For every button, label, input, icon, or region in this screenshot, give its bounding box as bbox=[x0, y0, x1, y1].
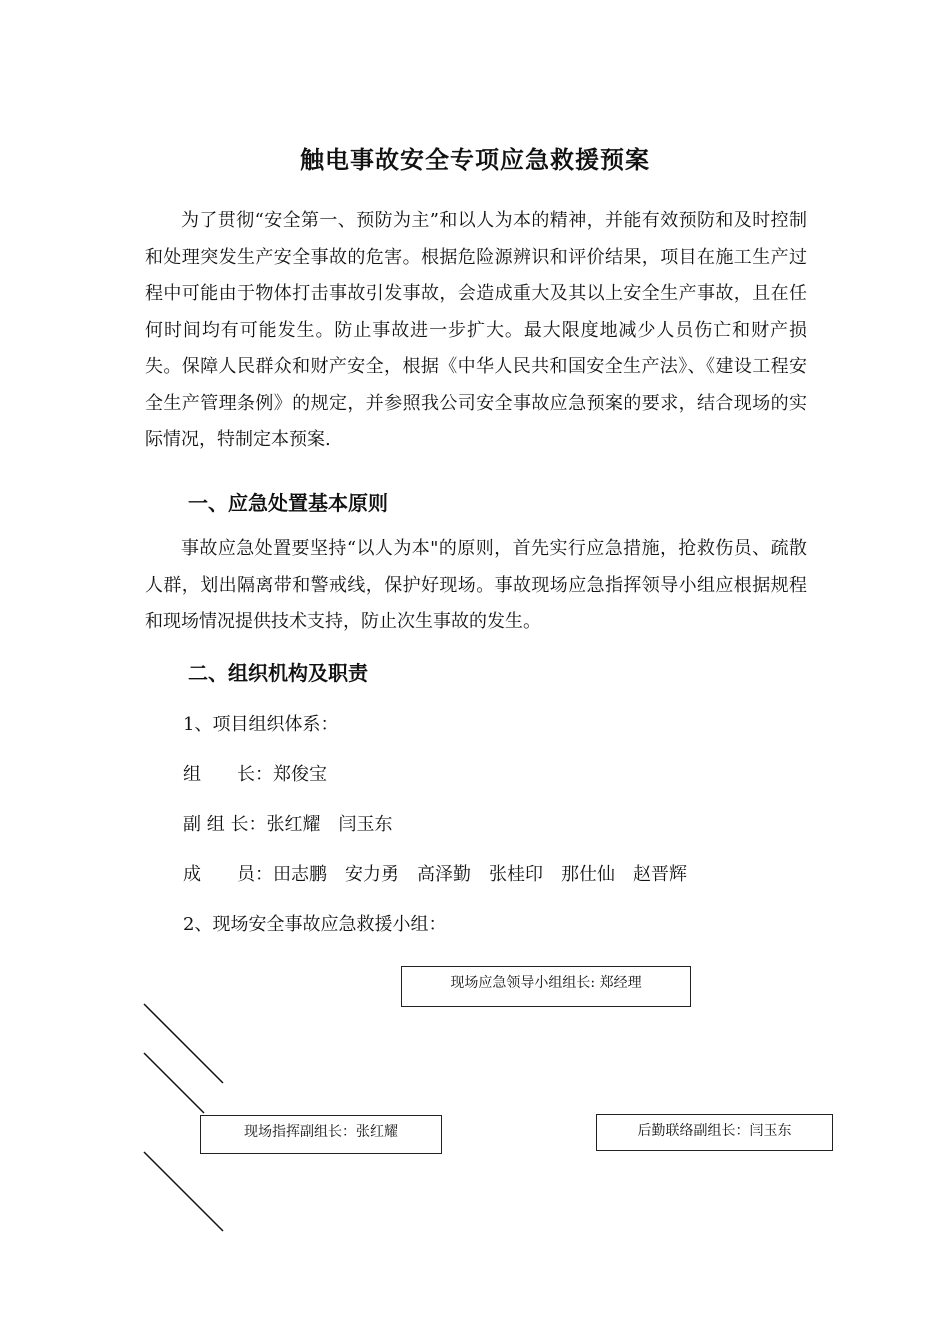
connector-line-3 bbox=[144, 1152, 223, 1231]
document-title: 触电事故安全专项应急救援预案 bbox=[300, 146, 650, 174]
intro-paragraph: 为了贯彻“安全第一、预防为主”和以人为本的精神，并能有效预防和及时控制和处理突发生产安全事故的危害。根据危险源辨识和评价结果，项目在施工生产过程中可能由于物体打击事故引发事故，会造成重大及其以上安全生产事故，且在任何时间均有可能发生。防止事故进一步扩大。最大限度地减少人员伤亡和财产损失。保障人民群众和财产安全，根据《中华人民共和国安全生产法》、《建设工程安全生产管理条例》的规定，并参照我公司安全事故应急预案的要求，结合现场的实际情况，特制定本预案. bbox=[145, 210, 807, 450]
deputy-leader-line: 副 组 长：张红耀 闫玉东 bbox=[183, 814, 393, 835]
org-chart-top-box bbox=[401, 966, 691, 1007]
org-chart-top-label: 现场应急领导小组组长: 郑经理 bbox=[450, 975, 642, 991]
section1-heading: 一、应急处置基本原则 bbox=[188, 491, 388, 515]
org-chart-right-box bbox=[596, 1114, 833, 1151]
org-chart-left-label: 现场指挥副组长：张红耀 bbox=[244, 1124, 398, 1140]
section2-heading: 二、组织机构及职责 bbox=[188, 661, 368, 685]
org-chart-left-box bbox=[200, 1115, 442, 1154]
connector-line-1 bbox=[144, 1004, 223, 1083]
rescue-team-item: 2、现场安全事故应急救援小组： bbox=[183, 914, 447, 935]
team-leader-line: 组 长：郑俊宝 bbox=[183, 764, 327, 785]
members-line: 成 员：田志鹏 安力勇 高泽勤 张桂印 那仕仙 赵晋辉 bbox=[183, 864, 687, 885]
section1-paragraph: 事故应急处置要坚持“以人为本"的原则，首先实行应急措施，抢救伤员、疏散人群，划出隔离带和警戒线，保护好现场。事故现场应急指挥领导小组应根据规程和现场情况提供技术支持，防止次生事故的发生。 bbox=[145, 538, 807, 632]
connector-line-2 bbox=[144, 1053, 204, 1113]
org-system-item: 1、项目组织体系： bbox=[183, 714, 339, 735]
org-chart-right-label: 后勤联络副组长：闫玉东 bbox=[637, 1123, 792, 1139]
